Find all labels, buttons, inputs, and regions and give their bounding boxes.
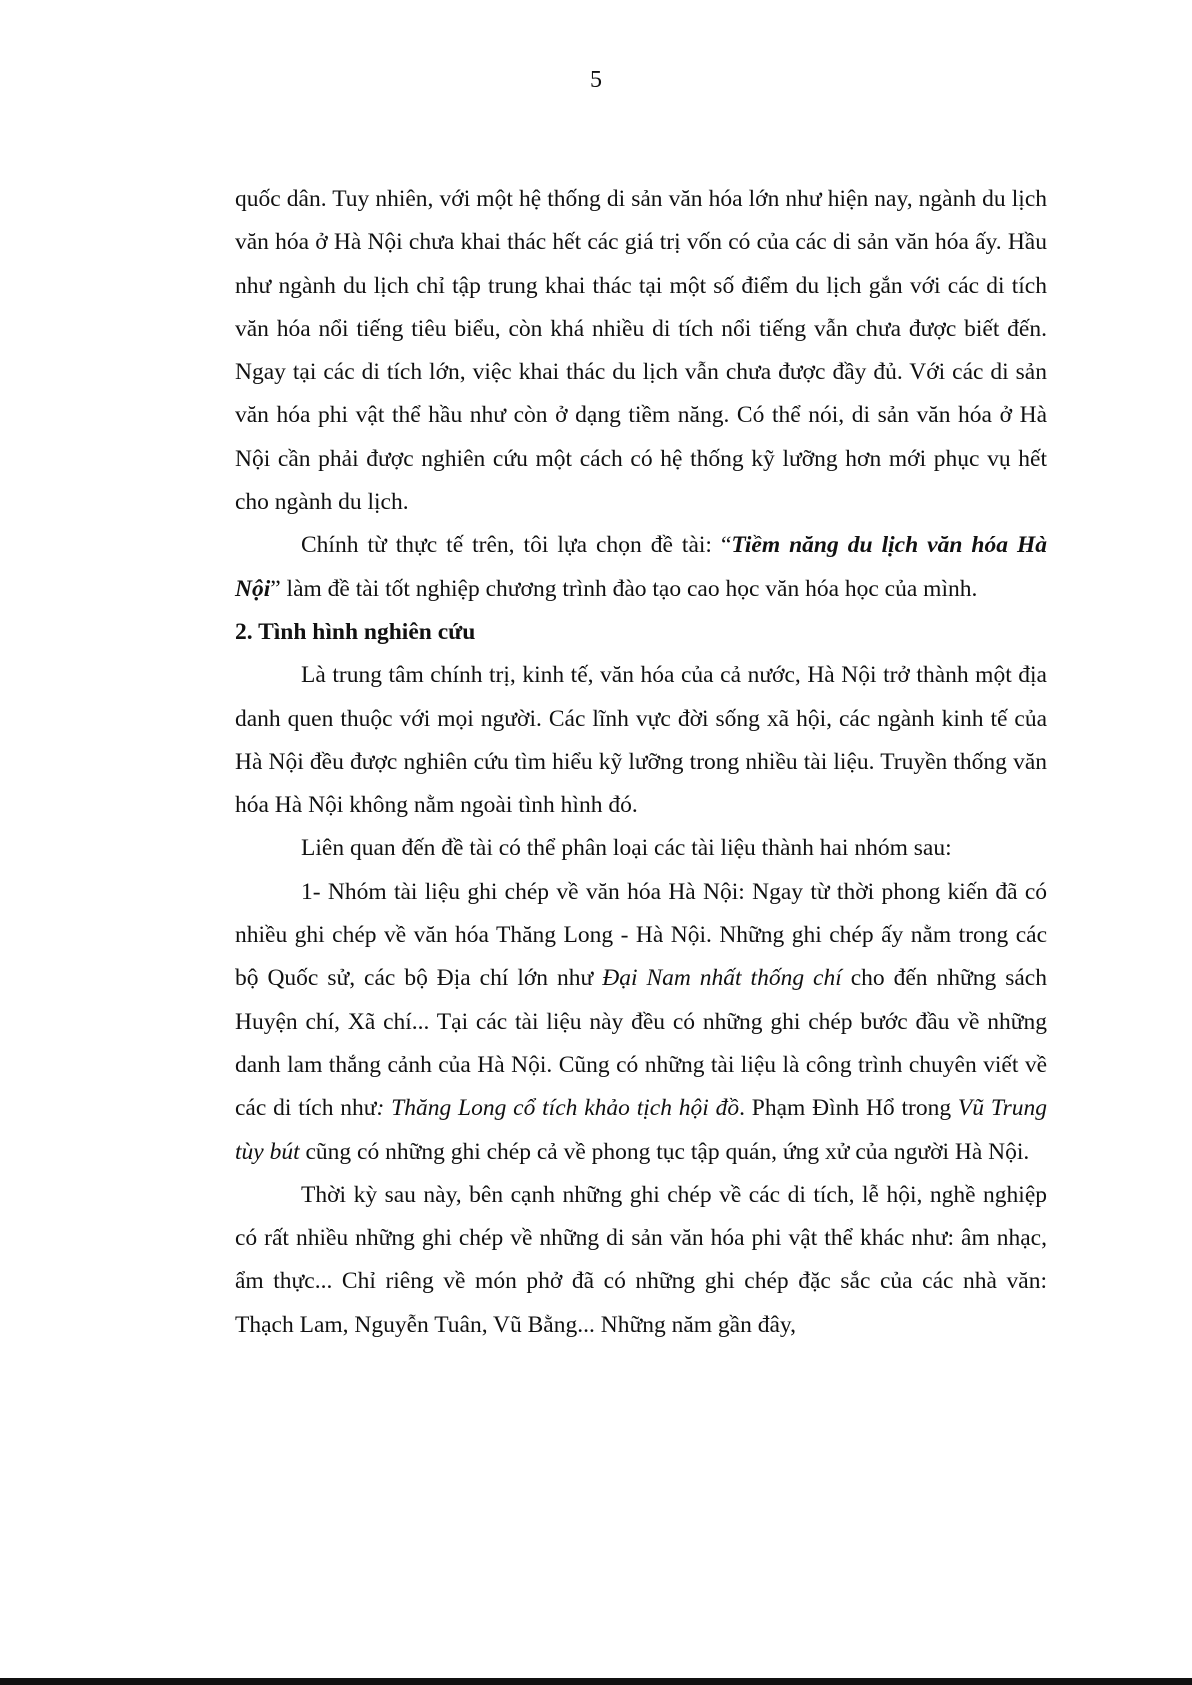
book-title-vu-trung: Vũ Trung tùy bút — [235, 1095, 1048, 1165]
section-heading-research-status: 2. Tình hình nghiên cứu — [235, 618, 476, 645]
paragraph-intro-continuation: quốc dân. Tuy nhiên, với một hệ thống di sản văn hóa lớn như hiện nay, ngành du lịch văn hóa ở Hà Nội chưa khai thác hết các giá trị vốn có của các di sản văn hóa ấy. Hầu như ngành du lịch chỉ tập trung khai thác tại một số điểm du lịch gắn với các di tích văn hóa nổi tiếng tiêu biểu, còn khá nhiều di tích nổi tiếng vẫn chưa được biết đến. Ngay tại các di tích lớn, việc khai thác du lịch vẫn chưa được đầy đủ. Với các di sản văn hóa phi vật thể hầu như còn ở dạng tiềm năng. Có thể nói, di sản văn hóa ở Hà Nội cần phải được nghiên cứu một cách có hệ thống kỹ lưỡng hơn mới phục vụ hết cho ngành du lịch. — [235, 186, 1047, 516]
page-number: 5 — [590, 67, 602, 93]
group-one-text-b: cho đến những sách Huyện chí, Xã chí... Tại các tài liệu này đều có những ghi chép bước đầu về những danh lam thắng cảnh của Hà Nội. Cũng có những tài liệu là công trình chuyên viết về các di tích như — [235, 965, 1047, 1122]
document-body — [235, 178, 1047, 1347]
paragraph-group-one — [235, 871, 1047, 1174]
book-title-dai-nam: Đại Nam nhất thống chí — [602, 965, 842, 992]
paragraph-topic-choice — [235, 524, 1047, 611]
paragraph-hanoi-overview: Là trung tâm chính trị, kinh tế, văn hóa của cả nước, Hà Nội trở thành một địa danh quen thuộc với mọi người. Các lĩnh vực đời sống xã hội, các ngành kinh tế của Hà Nội đều được nghiên cứu tìm hiểu kỹ lưỡng trong nhiều tài liệu. Truyền thống văn hóa Hà Nội không nằm ngoài tình hình đó. — [235, 662, 1047, 819]
topic-lead-text: Chính từ thực tế trên, tôi lựa chọn đề tài: “ — [301, 532, 732, 559]
paragraph-classification: Liên quan đến đề tài có thể phân loại các tài liệu thành hai nhóm sau: — [301, 835, 952, 862]
thesis-title: Tiềm năng du lịch văn hóa Hà Nội — [235, 532, 1047, 602]
paragraph-later-period: Thời kỳ sau này, bên cạnh những ghi chép về các di tích, lễ hội, nghề nghiệp có rất nhiều những ghi chép về những di sản văn hóa phi vật thể khác như: âm nhạc, ẩm thực... Chỉ riêng về món phở đã có những ghi chép đặc sắc của các nhà văn: Thạch Lam, Nguyễn Tuân, Vũ Bằng... Những năm gần đây, — [235, 1181, 1047, 1338]
topic-trail-text: ” làm đề tài tốt nghiệp chương trình đào tạo cao học văn hóa học của mình. — [270, 575, 978, 602]
group-one-text-d: cũng có những ghi chép cả về phong tục tập quán, ứng xử của người Hà Nội. — [299, 1138, 1030, 1165]
bottom-border — [0, 1678, 1192, 1685]
group-one-text-c: . Phạm Đình Hổ trong — [739, 1095, 958, 1122]
group-one-text-a: 1- Nhóm tài liệu ghi chép về văn hóa Hà Nội: Ngay từ thời phong kiến đã có nhiều ghi chép về văn hóa Thăng Long - Hà Nội. Những ghi chép ấy nằm trong các bộ Quốc sử, các bộ Địa chí lớn như — [235, 878, 1047, 992]
book-title-thang-long: : Thăng Long cổ tích khảo tịch hội đồ — [376, 1095, 740, 1122]
